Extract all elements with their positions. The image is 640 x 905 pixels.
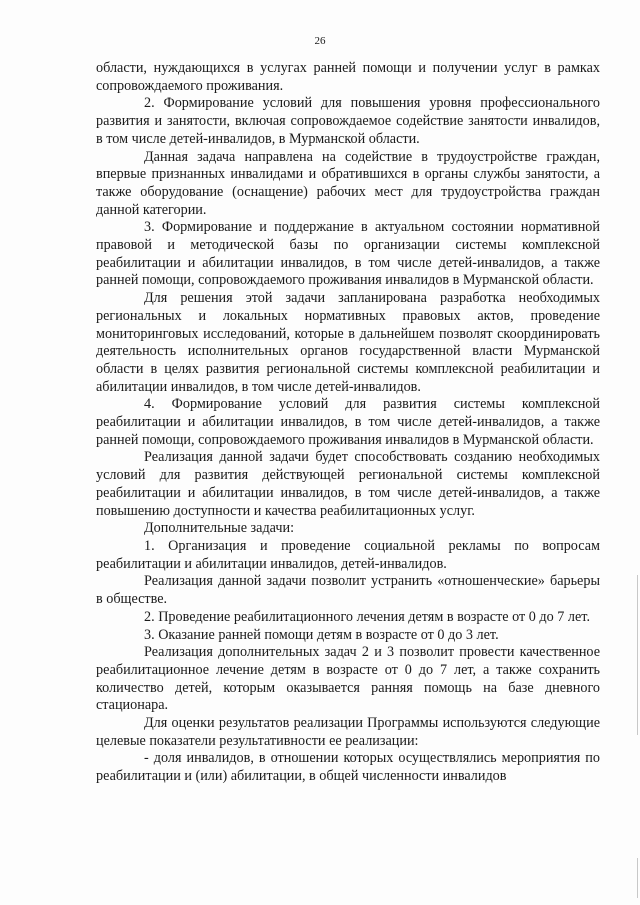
paragraph: Реализация данной задачи позволит устранить «отношенческие» барьеры в обществе. xyxy=(96,573,600,608)
scan-edge-mark xyxy=(637,858,638,898)
page-number: 26 xyxy=(314,35,326,47)
paragraph: 3. Оказание ранней помощи детям в возрасте от 0 до 3 лет. xyxy=(144,626,499,643)
paragraph: Реализация дополнительных задач 2 и 3 позволит провести качественное реабилитационное лечение детям в возрасте от 0 до 7 лет, а также сохранить количество детей, которым оказывается ранняя помощь на базе дневного стационара. xyxy=(96,644,600,714)
paragraph: Данная задача направлена на содействие в трудоустройстве граждан, впервые признанных инвалидами и обратившихся в органы службы занятости, а также оборудование (оснащение) рабочих мест для трудоустройства граждан данной категории. xyxy=(96,148,600,218)
paragraph: Дополнительные задачи: xyxy=(144,520,295,537)
paragraph: 2. Формирование условий для повышения уровня профессионального развития и занятости, включая сопровождаемое содействие занятости инвалидов, в том числе детей-инвалидов, в Мурманской области. xyxy=(96,95,600,147)
paragraph: 3. Формирование и поддержание в актуальном состоянии нормативной правовой и методической базы по организации системы комплексной реабилитации и абилитации инвалидов, в том числе детей-инвалидов, а также ранней помощи, сопровождаемого проживания инвалидов в Мурманской области. xyxy=(96,219,600,289)
paragraph: области, нуждающихся в услугах ранней помощи и получении услуг в рамках сопровождаемого проживания. xyxy=(96,60,600,94)
paragraph: 2. Проведение реабилитационного лечения детям в возрасте от 0 до 7 лет. xyxy=(144,608,590,625)
scan-edge-mark xyxy=(637,575,638,735)
paragraph: Для решения этой задачи запланирована разработка необходимых региональных и локальных нормативных правовых актов, проведение мониторинговых исследований, которые в дальнейшем позволят скоординировать деятельность исполнительных органов государственной власти Мурманской области в целях развития региональной системы комплексной реабилитации и абилитации инвалидов, в том числе детей-инвалидов. xyxy=(96,290,600,395)
paragraph: 4. Формирование условий для развития системы комплексной реабилитации и абилитации инвалидов, в том числе детей-инвалидов, а также ранней помощи, сопровождаемого проживания инвалидов в Мурманской области. xyxy=(96,396,600,448)
paragraph: 1. Организация и проведение социальной рекламы по вопросам реабилитации и абилитации инвалидов, детей-инвалидов. xyxy=(96,537,600,572)
paragraph: - доля инвалидов, в отношении которых осуществлялись мероприятия по реабилитации и (или) абилитации, в общей численности инвалидов xyxy=(96,750,600,785)
paragraph: Для оценки результатов реализации Программы используются следующие целевые показатели результативности ее реализации: xyxy=(96,715,600,749)
paragraph: Реализация данной задачи будет способствовать созданию необходимых условий для развития действующей региональной системы комплексной реабилитации и абилитации инвалидов, в том числе детей-инвалидов, а также повышению доступности и качества реабилитационных услуг. xyxy=(96,449,600,519)
document-body xyxy=(96,60,600,786)
